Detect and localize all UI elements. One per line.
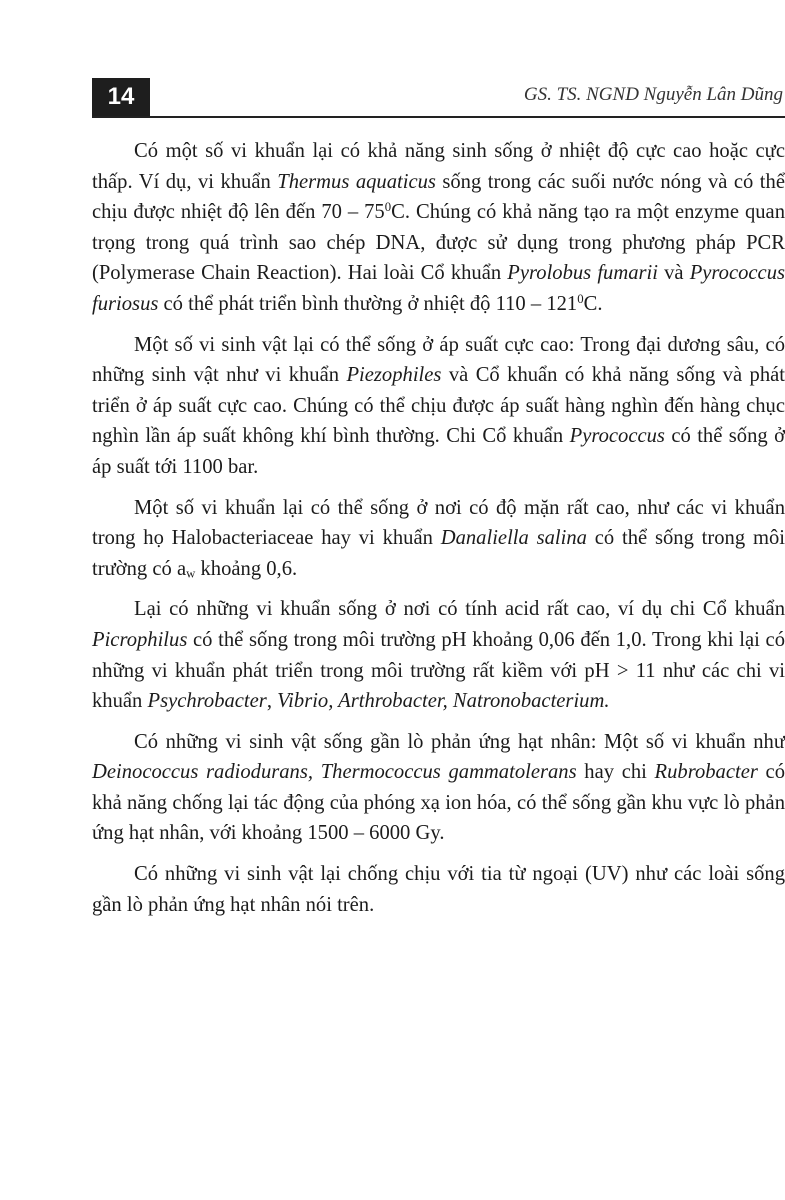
paragraph-radiation — [92, 727, 785, 849]
paragraph-high-salinity — [92, 493, 785, 585]
page-number: 14 — [92, 78, 150, 116]
text-run: có khả năng chống lại tác động của phóng xạ ion hóa, có thể sống gần khu vực lò phản ứng hạt nhân, với khoảng 1500 – 6000 Gy. — [92, 761, 785, 845]
script-text: w — [186, 566, 196, 581]
italic-term: Vibrio, Arthrobacter, Natronobacterium. — [277, 690, 610, 713]
italic-term: Piezophiles — [346, 364, 442, 387]
paragraph-high-pressure — [92, 330, 785, 483]
italic-term: Pyrolobus fumarii — [507, 262, 658, 285]
text-run: sống trong các suối nước nóng và có thể chịu được nhiệt độ lên đến 70 – 75 — [92, 170, 785, 224]
paragraph-acid-alkaline — [92, 594, 785, 716]
italic-term: Thermus aquaticus — [277, 170, 436, 193]
text-run: Một số vi sinh vật lại có thể sống ở áp suất cực cao: Trong đại dương sâu, có những sinh vật như vi khuẩn — [92, 333, 785, 387]
italic-term: Pyrococcus — [569, 425, 665, 448]
paragraph-extreme-temperature — [92, 136, 785, 320]
text-run: và Cổ khuẩn có khả năng sống và phát triển ở áp suất cực cao. Chúng có thể chịu được áp suất hàng nghìn đến hàng chục nghìn lần áp suất không khí bình thường. Chi Cổ khuẩn — [92, 364, 785, 448]
italic-term: Deinococcus radiodurans, Thermococcus gammatolerans — [92, 761, 577, 784]
text-run: có thể sống trong môi trường có a — [92, 527, 785, 580]
italic-term: Pyrococcus furiosus — [92, 262, 785, 315]
body-text — [92, 136, 785, 930]
text-run: C. Chúng có khả năng tạo ra một enzyme quan trọng trong quá trình sao chép DNA, được sử dụng trong phương pháp PCR (Polymerase Chain Reaction). Hai loài Cổ khuẩn — [92, 201, 785, 285]
text-run: Một số vi khuẩn lại có thể sống ở nơi có độ mặn rất cao, như các vi khuẩn trong họ Halobacteriaceae hay vi khuẩn — [92, 496, 785, 550]
text-run: Lại có những vi khuẩn sống ở nơi có tính acid rất cao, ví dụ chi Cổ khuẩn — [134, 598, 785, 621]
text-run: có thể phát triển bình thường ở nhiệt độ 110 – 121 — [158, 292, 578, 315]
italic-term: Rubrobacter — [654, 761, 758, 784]
italic-term: Picrophilus — [92, 628, 188, 651]
text-run: Có một số vi khuẩn lại có khả năng sinh sống ở nhiệt độ cực cao hoặc cực thấp. Ví dụ, vi khuẩn — [92, 140, 785, 193]
running-head: GS. TS. NGND Nguyễn Lân Dũng — [523, 84, 783, 105]
text-run: Có những vi sinh vật sống gần lò phản ứng hạt nhân: Một số vi khuẩn như — [134, 730, 785, 753]
text-run: , — [266, 690, 278, 713]
page-header — [92, 78, 785, 118]
text-run: C. — [583, 292, 603, 315]
text-run: có thể sống trong môi trường pH khoảng 0,06 đến 1,0. Trong khi lại có những vi khuẩn phát triển trong môi trường rất kiềm với pH > 11 như các chi vi khuẩn — [92, 628, 785, 713]
text-run: Có những vi sinh vật lại chống chịu với tia từ ngoại (UV) như các loài sống gần lò phản ứng hạt nhân nói trên. — [92, 863, 785, 916]
text-run: hay chi — [576, 761, 655, 784]
text-run: khoảng 0,6. — [195, 557, 298, 580]
script-text: 0 — [384, 200, 392, 215]
script-text: 0 — [577, 291, 584, 306]
paragraph-uv — [92, 859, 785, 920]
italic-term: Danaliella salina — [440, 527, 587, 550]
text-run: và — [657, 262, 690, 285]
italic-term: Psychrobacter — [147, 690, 267, 713]
text-run: có thể sống ở áp suất tới 1100 bar. — [92, 425, 785, 478]
